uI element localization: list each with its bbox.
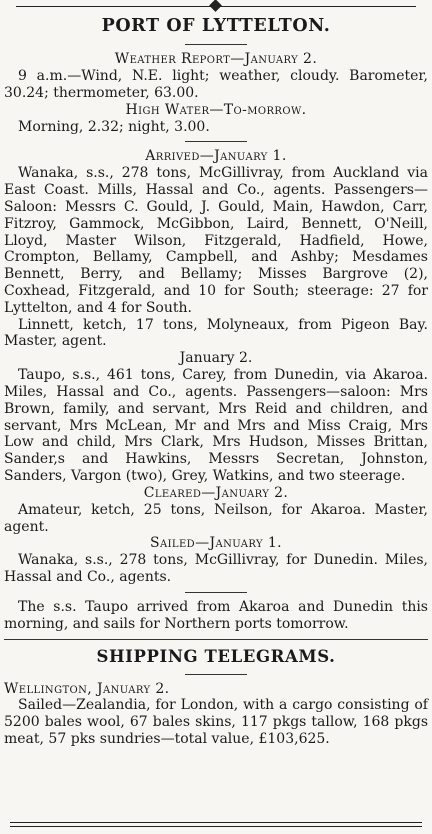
telegram-zealandia: Sailed—Zealandia, for London, with a cargo consisting of 5200 bales wool, 67 bales skins, 117 pkgs tallow, 168 pkgs meat, 57 pks sundries—total value, £103,625. (4, 697, 428, 747)
taupo-notice: The s.s. Taupo arrived from Akaroa and Dunedin this morning, and sails for Northern ports tomorrow. (4, 598, 428, 632)
cleared-heading: Cleared—January 2. (143, 484, 289, 501)
telegrams-rule (185, 674, 247, 675)
high-water-times: Morning, 2.32; night, 3.00. (18, 118, 210, 135)
arrival-taupo: Taupo, s.s., 461 tons, Carey, from Dunedin, via Akaroa. Miles, Hassal and Co., agents. Passengers—saloon: Mrs Brown, family, and servant, Mrs Reid and children, and servant, Mrs McLean, Mr and Mrs and Miss Craig, Mrs Low and child, Mrs Clark, Mrs Hudson, Misses Brittan, Sander,s and Hawkins, Messrs Secretan, Johnston, Sanders, Vargon (two), Grey, Watkins, and two steerage. (4, 367, 428, 484)
telegram-dateline: Wellington, January 2. (4, 680, 170, 697)
weather-heading: Weather Report—January 2. (114, 51, 318, 67)
sailed-heading: Sailed—January 1. (149, 535, 283, 552)
arrived-heading: Arrived—January 1. (145, 148, 287, 165)
arrived-jan2-heading: January 2. (179, 350, 253, 367)
article-column (4, 14, 428, 748)
weather-report: 9 a.m.—Wind, N.E. light; weather, cloudy. Barometer, 30.24; thermometer, 63.00. (4, 68, 428, 101)
cleared-amateur: Amateur, ketch, 25 tons, Neilson, for Akaroa. Master, agent. (4, 501, 428, 535)
bottom-rule (10, 822, 422, 823)
section-rule (185, 141, 247, 142)
port-title: PORT OF LYTTELTON. (101, 16, 331, 36)
notice-rule (185, 592, 247, 593)
section-divider (4, 639, 428, 640)
high-water-heading: High Water—To-morrow. (125, 101, 307, 118)
arrival-linnett: Linnett, ketch, 17 tons, Molyneaux, from Pigeon Bay. Master, agent. (4, 316, 428, 350)
telegrams-title: SHIPPING TELEGRAMS. (96, 646, 336, 666)
title-rule (185, 44, 247, 45)
ornament-diamond (209, 0, 222, 12)
arrival-wanaka: Wanaka, s.s., 278 tons, McGillivray, from Auckland via East Coast. Mills, Hassal and Co., agents. Passengers—Saloon: Messrs C. Gould, J. Gould, Main, Hawdon, Carr, Fitzroy, Gammock, McGibbon, Laird, Bennett, O'Neill, Lloyd, Master Wilson, Fitzgerald, Hadfield, Howe, Crompton, Bellamy, Campbell, and Ashby; Mesdames Bennett, Berry, and Bellamy; Misses Bargrove (2), Coxhead, Fitzgerald, and 10 for South; steerage: 27 for Lyttelton, and 4 for South. (4, 165, 428, 316)
sailed-wanaka: Wanaka, s.s., 278 tons, McGillivray, for Dunedin. Miles, Hassal and Co., agents. (4, 552, 428, 586)
bottom-rule-thin (10, 826, 422, 827)
